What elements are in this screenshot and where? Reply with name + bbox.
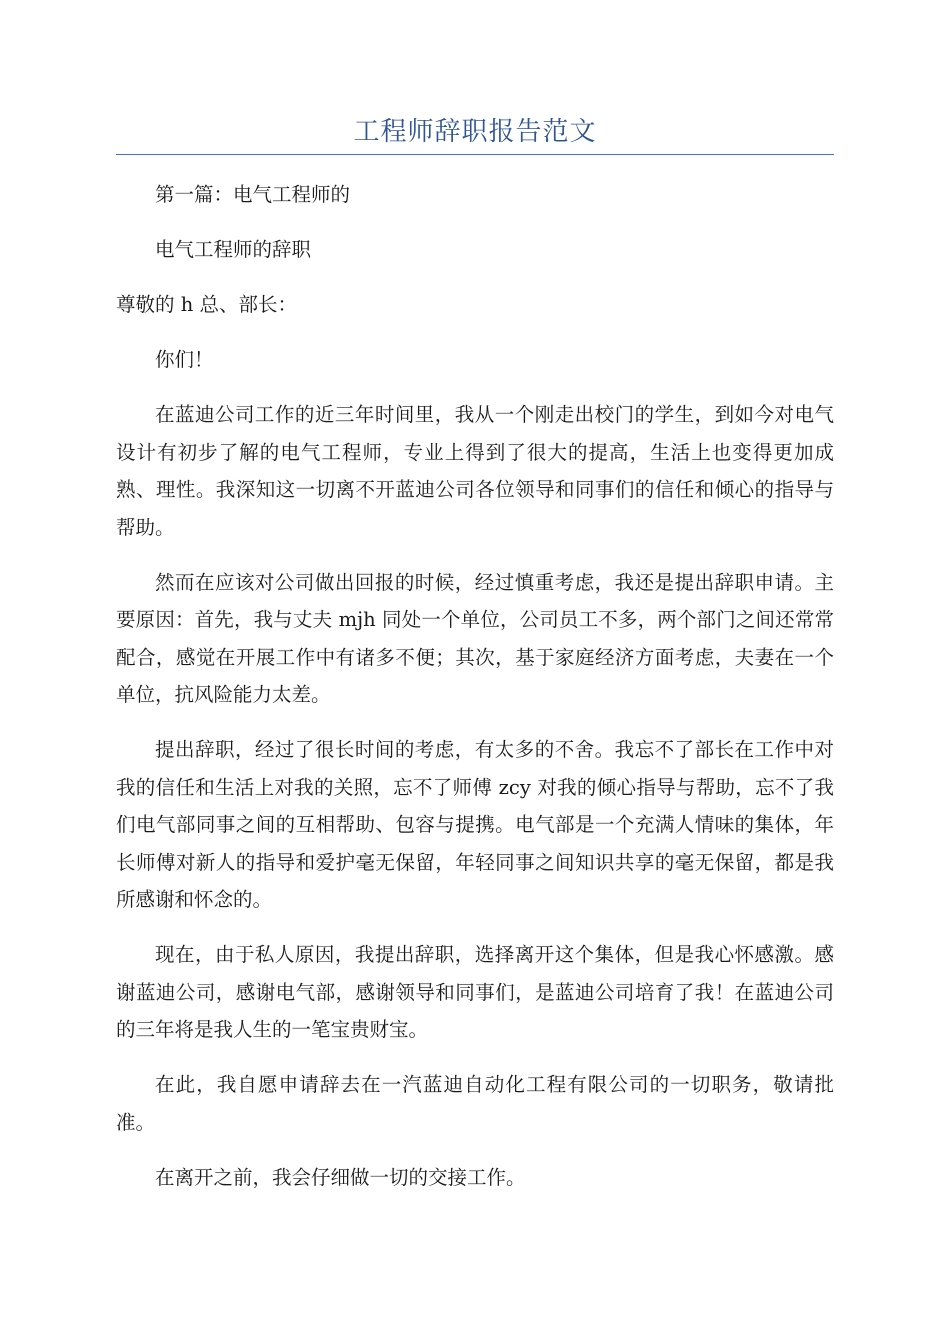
- paragraph: 在离开之前，我会仔细做一切的交接工作。: [155, 1165, 526, 1189]
- paragraph-subheading: 电气工程师的辞职: [155, 238, 312, 261]
- document-body: [116, 176, 834, 1214]
- salutation: 尊敬的 h 总、部长：: [116, 293, 297, 316]
- paragraph: 现在，由于私人原因，我提出辞职，选择离开这个集体，但是我心怀感激。感谢蓝迪公司，感谢电气部，感谢领导和同事们，是蓝迪公司培育了我！在蓝迪公司的三年将是我人生的一笔宝贵财宝。: [116, 943, 834, 1041]
- paragraph: 提出辞职，经过了很长时间的考虑，有太多的不舍。我忘不了部长在工作中对我的信任和生活上对我的关照，忘不了师傅 zcy 对我的倾心指导与帮助，忘不了我们电气部同事之间的互相帮助、包容与提携。电气部是一个充满人情味的集体，年长师傅对新人的指导和爱护毫无保留，年轻同事之间知识共享的毫无保留，都是我所感谢和怀念的。: [116, 738, 834, 911]
- paragraph: 在蓝迪公司工作的近三年时间里，我从一个刚走出校门的学生，到如今对电气设计有初步了解的电气工程师，专业上得到了很大的提高，生活上也变得更加成熟、理性。我深知这一切离不开蓝迪公司各位领导和同事们的信任和倾心的指导与帮助。: [116, 403, 834, 539]
- greeting: 你们！: [155, 348, 214, 371]
- paragraph-heading: 第一篇：电气工程师的: [155, 183, 351, 206]
- document-title: 工程师辞职报告范文: [353, 117, 597, 147]
- paragraph: 然而在应该对公司做出回报的时候，经过慎重考虑，我还是提出辞职申请。主要原因：首先，我与丈夫 mjh 同处一个单位，公司员工不多，两个部门之间还常常配合，感觉在开展工作中有诸多不便；其次，基于家庭经济方面考虑，夫妻在一个单位，抗风险能力太差。: [116, 570, 834, 706]
- paragraph: 在此，我自愿申请辞去在一汽蓝迪自动化工程有限公司的一切职务，敬请批准。: [116, 1073, 834, 1134]
- title-underline: [116, 154, 834, 155]
